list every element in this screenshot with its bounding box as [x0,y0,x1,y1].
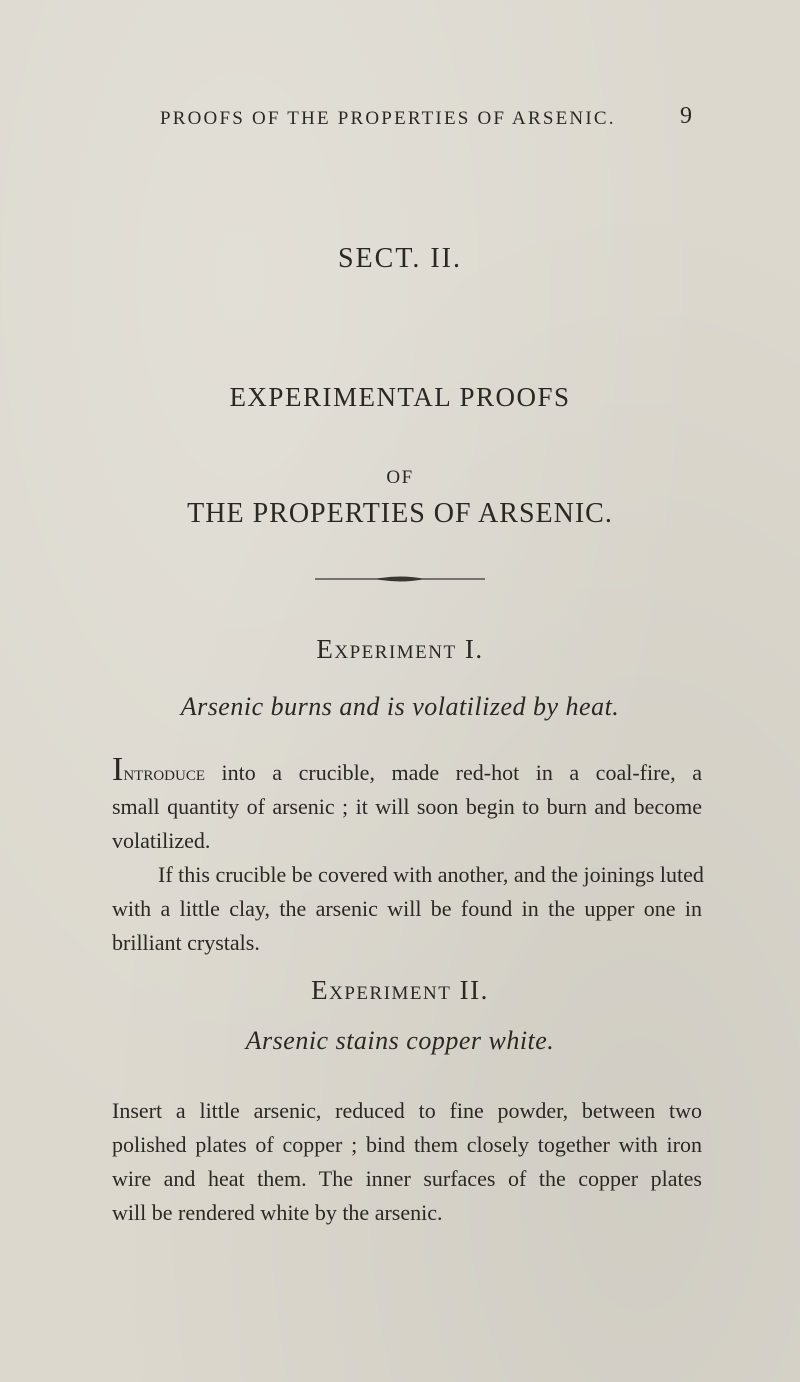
paragraph-line: polished plates of copper ; bind them closely together with iron [112,1132,702,1157]
paragraph-line: small quantity of arsenic ; it will soon begin to burn and become [112,794,702,819]
section-title-of: OF [386,467,414,488]
paragraph-line: wire and heat them. The inner surfaces of the copper plates [112,1166,702,1191]
lead-small-caps: ntroduce [123,760,205,785]
experiment-1-caption: Arsenic burns and is volatilized by heat. [180,692,620,721]
section-title: EXPERIMENTAL PROOFS [229,382,571,412]
experiment-2-caption: Arsenic stains copper white. [245,1026,555,1055]
section-subtitle: THE PROPERTIES OF ARSENIC. [187,498,613,529]
paragraph-line: If this crucible be covered with another, and the joinings luted [158,862,704,887]
paragraph-line: will be rendered white by the arsenic. [112,1200,443,1225]
running-head: PROOFS OF THE PROPERTIES OF ARSENIC. [160,108,616,129]
paragraph-line: brilliant crystals. [112,930,260,955]
drop-cap: I [112,751,124,788]
experiment-1-heading: Experiment I. [316,634,484,664]
paragraph-line: with a little clay, the arsenic will be found in the upper one in [112,896,702,921]
experiment-2-heading: Experiment II. [311,975,489,1005]
experiment-1-paragraph-1 [112,751,702,858]
experiment-2-paragraph-1 [112,1094,702,1230]
paragraph-line: Insert a little arsenic, reduced to fine powder, between two [112,1098,702,1123]
paragraph-line: volatilized. [112,828,211,853]
paragraph-line [112,751,702,790]
paragraph-text: into a crucible, made red-hot in a coal-fire, a [205,760,702,785]
page-number: 9 [680,103,692,129]
experiment-1-paragraph-2 [112,858,702,960]
ornamental-rule [315,574,485,584]
section-label: SECT. II. [337,243,463,274]
